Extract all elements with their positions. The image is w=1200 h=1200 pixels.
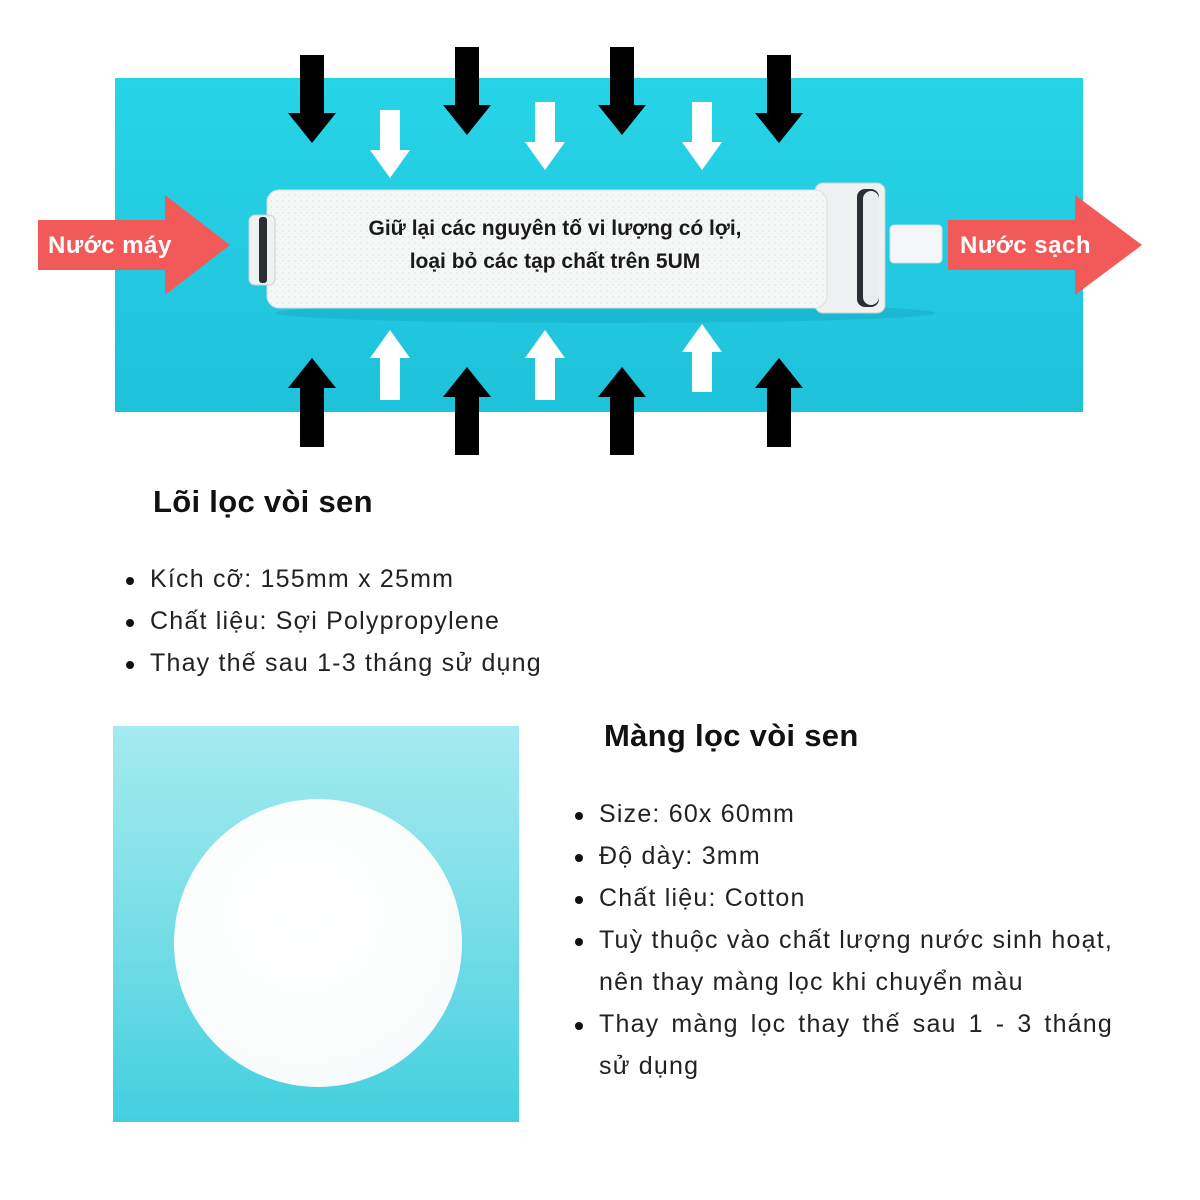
pressure-arrow-down <box>525 102 565 170</box>
pressure-arrow-up <box>598 367 646 455</box>
membrane-title: Màng lọc vòi sen <box>604 718 859 753</box>
pressure-arrow-up <box>755 358 803 447</box>
pressure-arrow-down <box>598 47 646 135</box>
filter-caption-line: Giữ lại các nguyên tố vi lượng có lợi, <box>368 217 742 240</box>
list-item: Thay màng lọc thay thế sau 1 - 3 tháng sử dụng <box>573 1003 1113 1087</box>
membrane-spec-list <box>573 793 1113 1087</box>
list-item: Size: 60x 60mm <box>573 793 1113 835</box>
pressure-arrow-up <box>370 330 410 400</box>
inlet-label: Nước máy <box>48 232 172 259</box>
list-item: Kích cỡ: 155mm x 25mm <box>124 558 724 600</box>
pressure-arrow-down <box>755 55 803 143</box>
list-item: Tuỳ thuộc vào chất lượng nước sinh hoạt, nên thay màng lọc khi chuyển màu <box>573 919 1113 1003</box>
pressure-arrow-down <box>682 102 722 170</box>
membrane-disc-image <box>174 799 462 1087</box>
pressure-arrow-up <box>525 330 565 400</box>
filter-caption-line: loại bỏ các tạp chất trên 5UM <box>409 250 701 273</box>
filter-caption <box>285 212 825 278</box>
pressure-arrow-up <box>443 367 491 455</box>
cartridge-title: Lõi lọc vòi sen <box>153 484 373 519</box>
pressure-arrow-down <box>288 55 336 143</box>
list-item: Chất liệu: Sợi Polypropylene <box>124 600 724 642</box>
outlet-label: Nước sạch <box>960 232 1091 259</box>
pressure-arrow-down <box>370 110 410 178</box>
pressure-arrow-up <box>288 358 336 447</box>
cartridge-spec-list <box>124 558 724 684</box>
list-item: Thay thế sau 1-3 tháng sử dụng <box>124 642 724 684</box>
list-item: Chất liệu: Cotton <box>573 877 1113 919</box>
pressure-arrow-down <box>443 47 491 135</box>
pressure-arrow-up <box>682 324 722 392</box>
list-item: Độ dày: 3mm <box>573 835 1113 877</box>
